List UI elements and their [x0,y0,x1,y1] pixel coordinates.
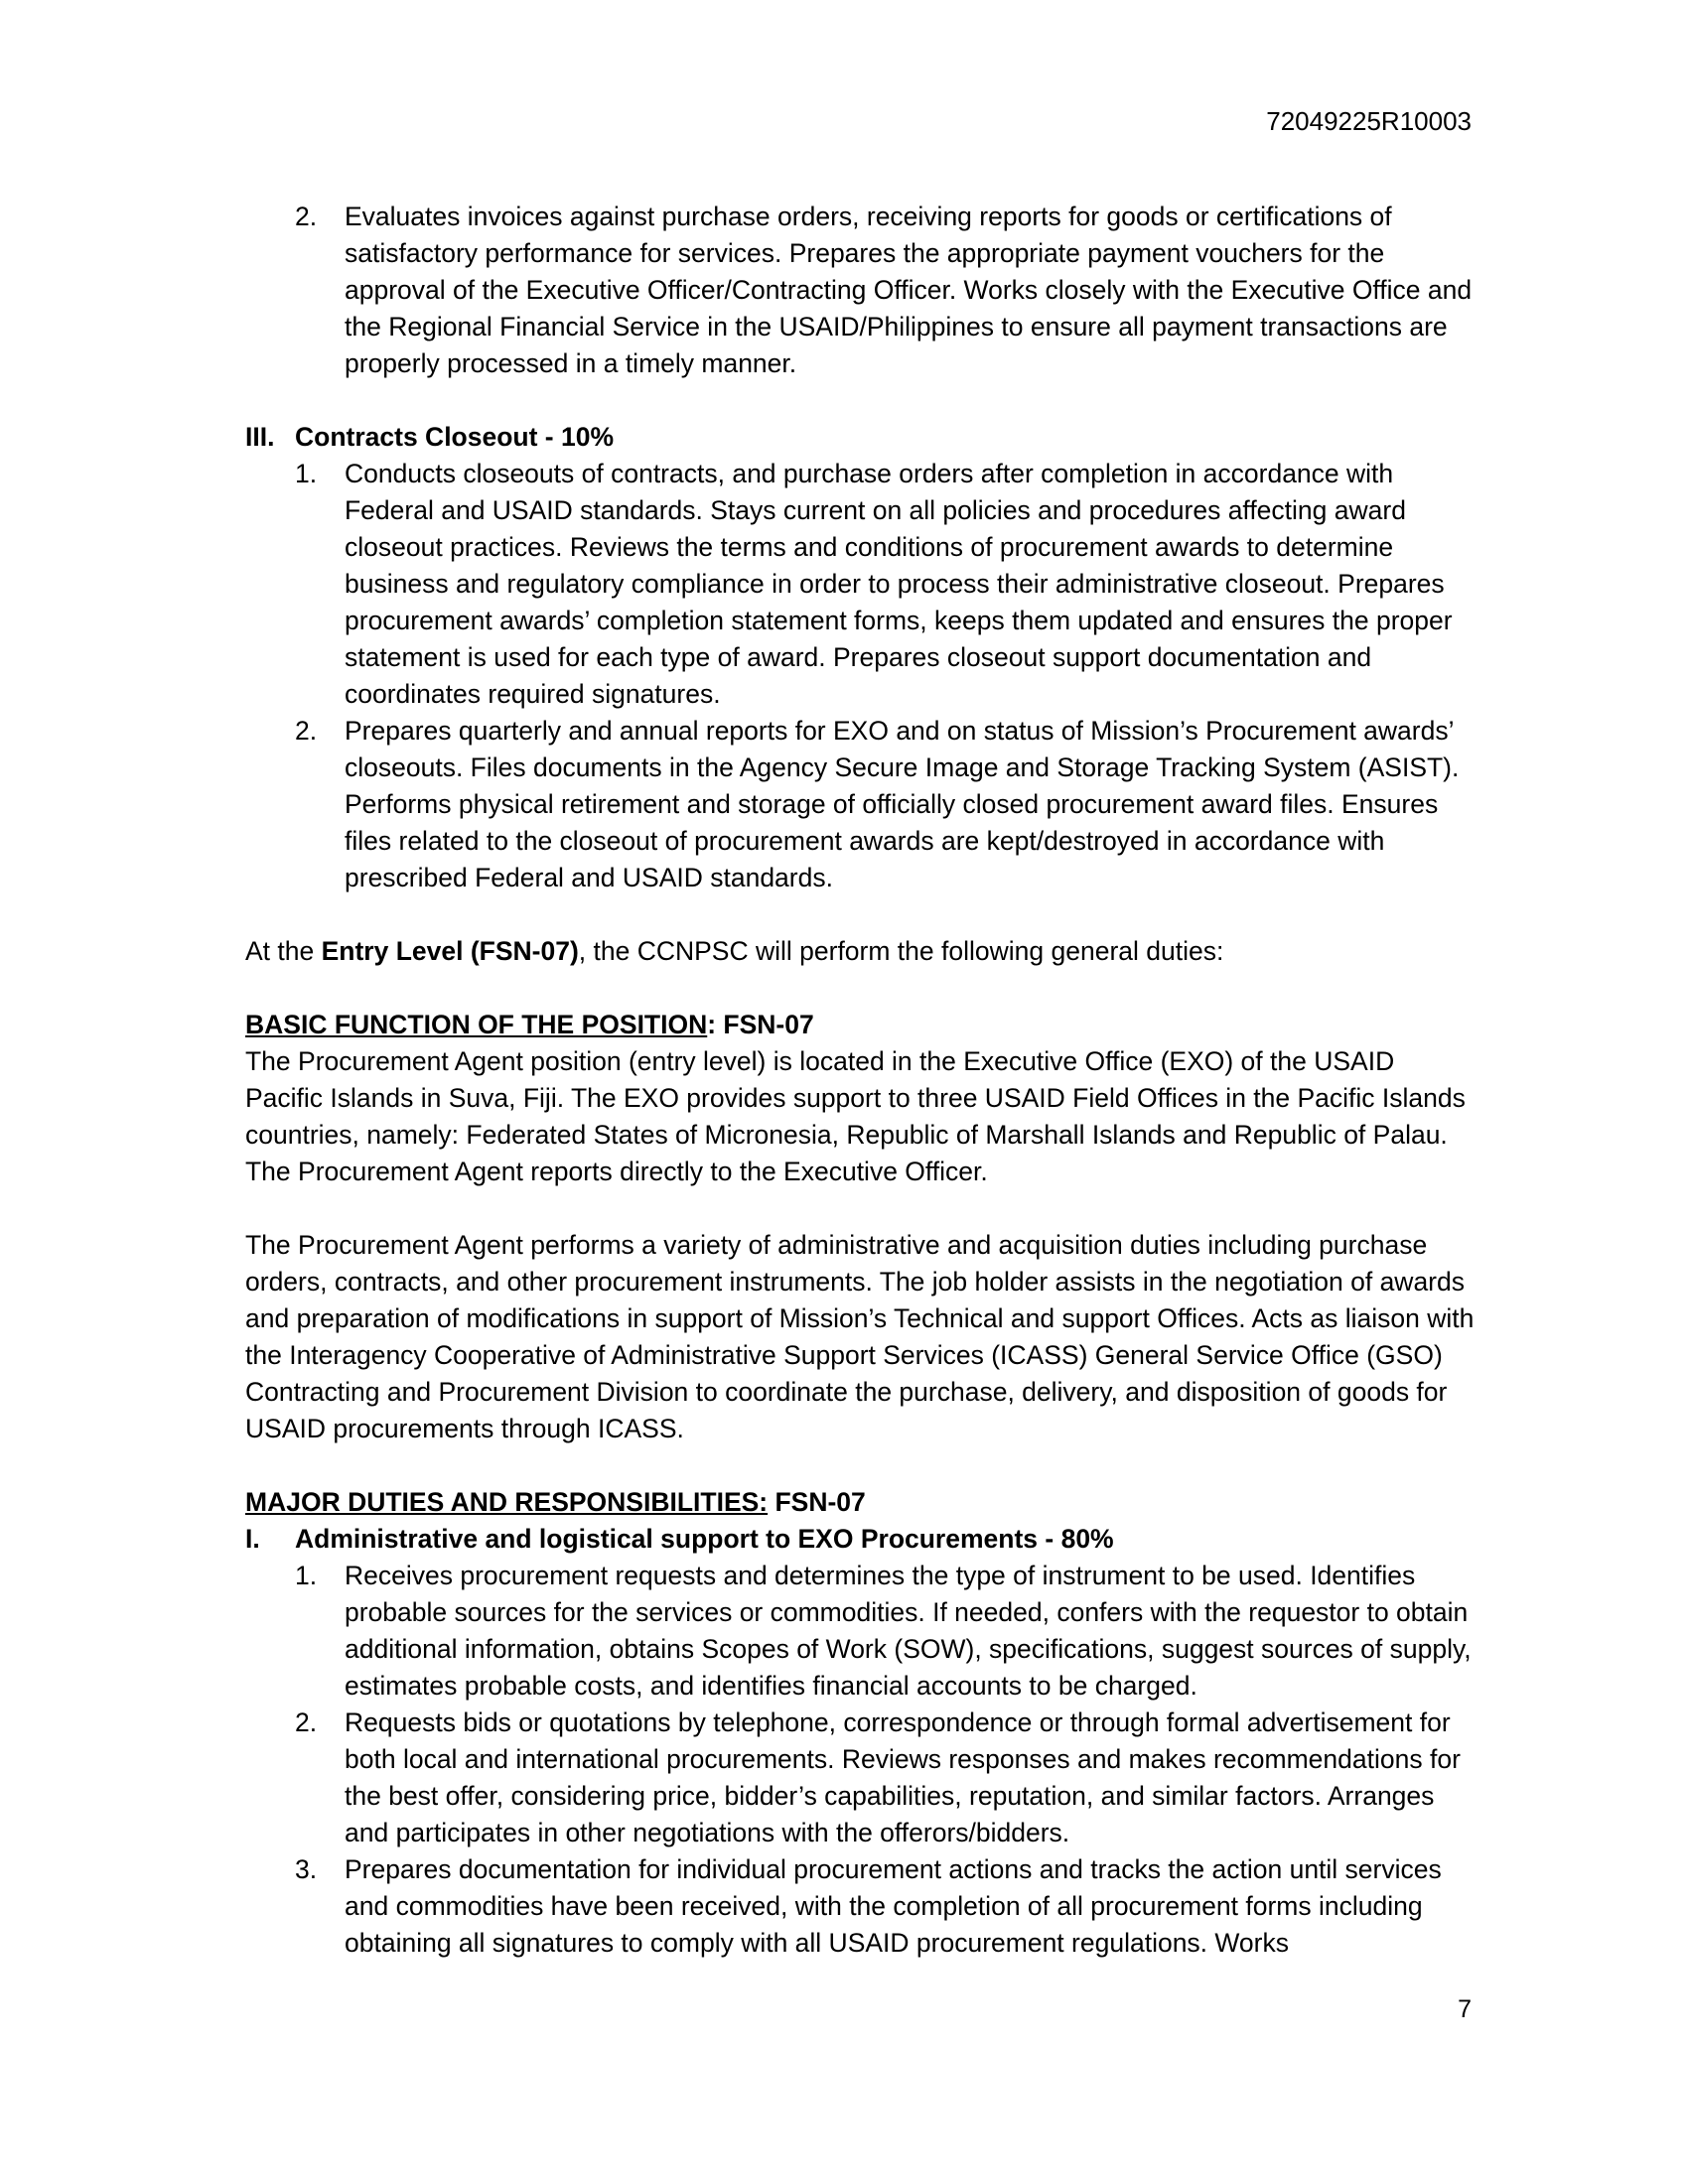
entry-level-intro [245,933,1477,970]
entry-level-prefix: At the [245,936,322,966]
list-item [245,1558,1477,1705]
item-text: Receives procurement requests and determines the type of instrument to be used. Identifies probable sources for the services or commodities. If needed, confers with the requestor to obtain additional information, obtains Scopes of Work (SOW), specifications, suggest sources of supply, estimates probable costs, and identifies financial accounts to be charged. [345,1561,1472,1701]
page-content [245,199,1477,1962]
list-item [245,456,1477,713]
item-number: 2. [295,1707,318,1737]
item-number: 2. [295,716,318,746]
list-item [245,1705,1477,1851]
major-duties-heading-suffix: FSN-07 [768,1487,866,1517]
document-reference: 72049225R10003 [1266,106,1472,136]
entry-level-suffix: , the CCNPSC will perform the following general duties: [578,936,1224,966]
list-item [245,199,1477,382]
page-number: 7 [1458,1995,1472,2023]
section-title: Administrative and logistical support to EXO Procurements - 80% [295,1524,1114,1554]
item-number: 1. [295,459,318,488]
section-title: Contracts Closeout - 10% [295,422,615,452]
item-number: 2. [295,202,318,231]
basic-function-heading [245,1007,1477,1043]
entry-level-bold: Entry Level (FSN-07) [321,936,579,966]
basic-function-heading-suffix: : FSN-07 [707,1010,814,1039]
item-text: Conducts closeouts of contracts, and purchase orders after completion in accordance with Federal and USAID standards. Stays current on all policies and procedures affecting award closeout practices. Reviews the terms and conditions of procurement awards to determine business and regulatory compliance in order to process their administrative closeout. Prepares procurement awards’ completion statement forms, keeps them updated and ensures the proper statement is used for each type of award. Prepares closeout support documentation and coordinates required signatures. [345,459,1453,709]
basic-function-paragraph-1: The Procurement Agent position (entry level) is located in the Executive Office (EXO) of the USAID Pacific Islands in Suva, Fiji. The EXO provides support to three USAID Field Offices in the Pacific Islands countries, namely: Federated States of Micronesia, Republic of Marshall Islands and Republic of Palau. The Procurement Agent reports directly to the Executive Officer. [245,1046,1466,1186]
section-number: I. [245,1524,260,1554]
item-number: 3. [295,1854,318,1884]
list-item [245,1851,1477,1962]
item-number: 1. [295,1561,318,1590]
basic-function-paragraph-2: The Procurement Agent performs a variety of administrative and acquisition duties including purchase orders, contracts, and other procurement instruments. The job holder assists in the negotiation of awards and preparation of modifications in support of Mission’s Technical and support Offices. Acts as liaison with the Interagency Cooperative of Administrative Support Services (ICASS) General Service Office (GSO) Contracting and Procurement Division to coordinate the purchase, delivery, and disposition of goods for USAID procurements through ICASS. [245,1230,1475,1443]
item-text: Prepares documentation for individual procurement actions and tracks the action until services and commodities have been received, with the completion of all procurement forms including obtaining all signatures to comply with all USAID procurement regulations. Works [345,1854,1442,1958]
major-duties-heading-underlined: MAJOR DUTIES AND RESPONSIBILITIES: [245,1487,769,1517]
item-text: Requests bids or quotations by telephone, correspondence or through formal advertisement for both local and international procurements. Reviews responses and makes recommendations for the best offer, considering price, bidder’s capabilities, reputation, and similar factors. Arranges and participates in other negotiations with the offerors/bidders. [345,1707,1461,1847]
item-text: Evaluates invoices against purchase orders, receiving reports for goods or certifications of satisfactory performance for services. Prepares the appropriate payment vouchers for the approval of the Executive Officer/Contracting Officer. Works closely with the Executive Office and the Regional Financial Service in the USAID/Philippines to ensure all payment transactions are properly processed in a timely manner. [345,202,1473,378]
item-text: Prepares quarterly and annual reports for EXO and on status of Mission’s Procurement awards’ closeouts. Files documents in the Agency Secure Image and Storage Tracking System (ASIST). Performs physical retirement and storage of officially closed procurement award files. Ensures files related to the closeout of procurement awards are kept/destroyed in accordance with prescribed Federal and USAID standards. [345,716,1460,892]
basic-function-heading-underlined: BASIC FUNCTION OF THE POSITION [245,1010,708,1039]
section-heading-iii [245,419,1477,456]
major-duties-heading [245,1484,1477,1521]
section-heading-i [245,1521,1477,1558]
section-number: III. [245,422,275,452]
list-item [245,713,1477,896]
